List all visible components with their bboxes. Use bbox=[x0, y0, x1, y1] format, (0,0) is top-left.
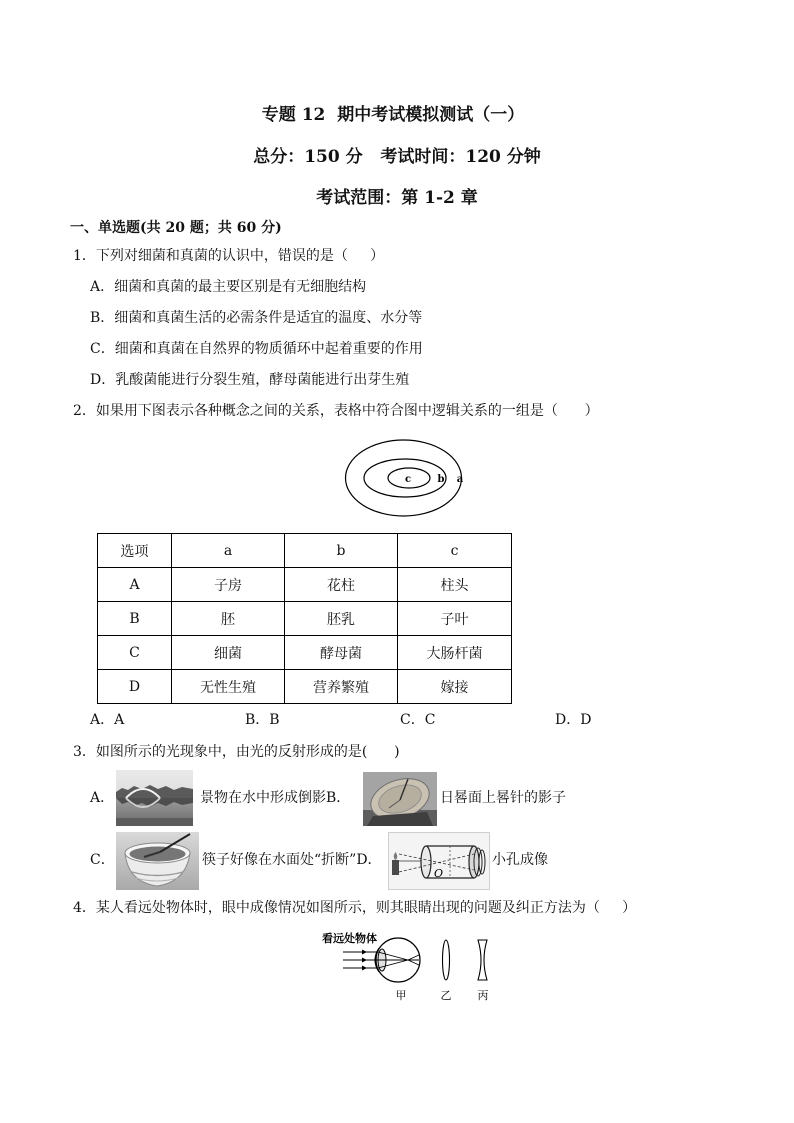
q2-option-a: A．A bbox=[90, 712, 125, 728]
q3-option-b-text: 日晷面上晷针的影子 bbox=[440, 790, 566, 806]
table-cell: 无性生殖 bbox=[172, 670, 285, 704]
ellipse-label-b: b bbox=[437, 474, 445, 485]
q2-table bbox=[97, 533, 512, 704]
arrow-icon bbox=[362, 950, 367, 955]
q1-option-c: C．细菌和真菌在自然界的物质循环中起着重要的作用 bbox=[90, 341, 423, 357]
table-row bbox=[98, 670, 512, 704]
table-header-cell: 选项 bbox=[98, 534, 172, 568]
q3-option-a-label: A． bbox=[90, 790, 115, 806]
q3-option-c-text bbox=[202, 850, 382, 870]
table-cell: D bbox=[98, 670, 172, 704]
arrow-icon bbox=[362, 966, 367, 971]
q4-stem: 4．某人看远处物体时，眼中成像情况如图所示，则其眼睛出现的问题及纠正方法为（ ） bbox=[73, 900, 637, 916]
table-cell: 嫁接 bbox=[398, 670, 512, 704]
table-header-row bbox=[98, 534, 512, 568]
figure-label-jia: 甲 bbox=[395, 989, 407, 1002]
exam-scope: 考试范围：第 1-2 章 bbox=[316, 188, 478, 208]
q3-stem: 3．如图所示的光现象中，由光的反射形成的是( ) bbox=[73, 744, 400, 760]
lake-reflection-image bbox=[116, 770, 193, 826]
table-cell: B bbox=[98, 602, 172, 636]
table-row bbox=[98, 568, 512, 602]
table-cell: 胚乳 bbox=[285, 602, 398, 636]
ellipse-label-c: c bbox=[404, 474, 412, 485]
q2-option-b: B．B bbox=[245, 712, 280, 728]
ellipse-label-a: a bbox=[456, 474, 464, 485]
q3-option-d-label: D． bbox=[356, 852, 382, 868]
sundial-image bbox=[363, 772, 437, 826]
table-cell: 花柱 bbox=[285, 568, 398, 602]
table-row bbox=[98, 602, 512, 636]
table-cell: 子叶 bbox=[398, 602, 512, 636]
nested-ellipse-diagram bbox=[340, 436, 470, 520]
q1-option-a: A．细菌和真菌的最主要区别是有无细胞结构 bbox=[90, 279, 367, 295]
q3-option-d-text: 小孔成像 bbox=[492, 852, 548, 868]
q1-option-d: D．乳酸菌能进行分裂生殖，酵母菌能进行出芽生殖 bbox=[90, 372, 410, 388]
bowl-chopsticks-image bbox=[116, 832, 199, 890]
table-cell: 营养繁殖 bbox=[285, 670, 398, 704]
eye-lens-diagram bbox=[318, 928, 498, 1006]
pinhole-label: O bbox=[434, 867, 444, 880]
q3-option-c-description: 筷子好像在水面处“折断” bbox=[202, 852, 357, 868]
score-time-line: 总分：150 分 考试时间：120 分钟 bbox=[253, 147, 541, 167]
table-cell: 细菌 bbox=[172, 636, 285, 670]
q3-option-c-label: C． bbox=[90, 852, 115, 868]
pinhole-camera-image bbox=[388, 832, 490, 890]
table-header-cell: b bbox=[285, 534, 398, 568]
table-cell: 大肠杆菌 bbox=[398, 636, 512, 670]
q3-option-a-description: 景物在水中形成倒影 bbox=[200, 790, 326, 806]
table-cell: 柱头 bbox=[398, 568, 512, 602]
table-row bbox=[98, 636, 512, 670]
table-cell: 酵母菌 bbox=[285, 636, 398, 670]
q1-stem: 1．下列对细菌和真菌的认识中，错误的是（ ） bbox=[73, 248, 385, 264]
section-title: 一、单选题(共 20 题；共 60 分) bbox=[70, 220, 282, 236]
table-header-cell: c bbox=[398, 534, 512, 568]
convex-lens bbox=[443, 940, 450, 980]
q2-option-d: D．D bbox=[555, 712, 592, 728]
q2-option-c: C．C bbox=[400, 712, 436, 728]
arrow-icon bbox=[362, 958, 367, 963]
table-cell: 胚 bbox=[172, 602, 285, 636]
q2-stem: 2．如果用下图表示各种概念之间的关系，表格中符合图中逻辑关系的一组是（ ） bbox=[73, 403, 599, 419]
exam-title: 专题 12 期中考试模拟测试（一） bbox=[261, 105, 525, 125]
table-header-cell: a bbox=[172, 534, 285, 568]
q3-option-b-label: B． bbox=[326, 790, 351, 806]
table-cell: C bbox=[98, 636, 172, 670]
table-cell: 子房 bbox=[172, 568, 285, 602]
eye-diagram-caption: 看远处物体 bbox=[322, 932, 377, 945]
figure-label-bing: 丙 bbox=[477, 989, 489, 1002]
q1-option-b: B．细菌和真菌生活的必需条件是适宜的温度、水分等 bbox=[90, 310, 423, 326]
concave-lens bbox=[478, 940, 487, 980]
q3-option-a-text bbox=[200, 788, 350, 808]
table-cell: A bbox=[98, 568, 172, 602]
figure-label-yi: 乙 bbox=[440, 989, 452, 1002]
